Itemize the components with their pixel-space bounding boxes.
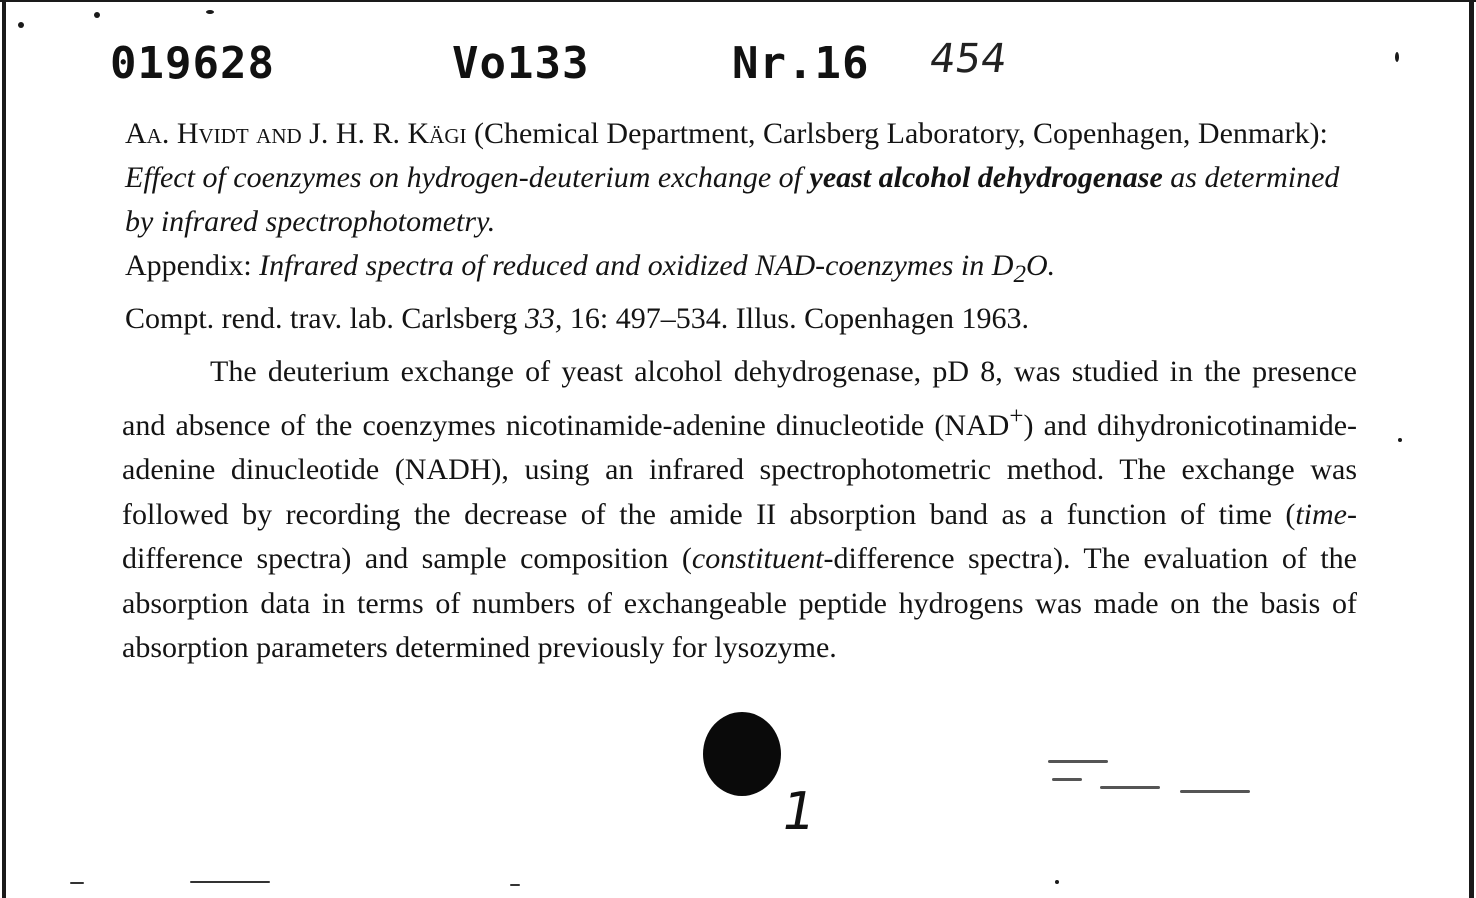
edge-mark (70, 882, 84, 884)
handwritten-card-number: 1 (776, 782, 821, 842)
ink-speck (1398, 438, 1402, 442)
stamp-smudge (1048, 760, 1108, 763)
stamp-smudge (1052, 778, 1082, 781)
appendix-title: Infrared spectra of reduced and oxidized NAD-coenzymes in $D_2O$. (259, 249, 1056, 288)
accession-number: 019628 (110, 38, 275, 89)
card-left-edge (2, 0, 6, 898)
article-title: Effect of coenzymes on hydrogen-deuterium exchange of (125, 161, 802, 194)
abstract-text: The deuterium exchange of yeast alcohol dehydrogenase, pD 8, was studied in the presence and absence of the coenzymes nicotinamide-adenine dinucleotide (NAD+) and dihydronicotinamide-adenine dinucleotide (NADH), using an infrared spectrophotometric method. The exchange was followed by recording the decrease of the amide II absorption band as a function of time (time-difference spectra) and sample composition (constituent-difference spectra). The evaluation of the absorption data in terms of numbers of exchangeable peptide hydrogens was made on the basis of absorption parameters determined previously for lysozyme. (122, 355, 1358, 664)
source-journal: Compt. rend. trav. lab. Carlsberg (125, 302, 518, 335)
ink-speck (94, 12, 100, 18)
article-title-emphasis: yeast alcohol dehydrogenase (809, 161, 1163, 194)
volume-label: Vo133 (452, 38, 590, 89)
ink-speck (1395, 52, 1399, 62)
affiliation: (Chemical Department, Carlsberg Laboratory, Copenhagen, Denmark): (473, 117, 1328, 150)
stamp-smudge (1180, 790, 1250, 793)
card-top-edge (0, 0, 1476, 2)
authors: Aa. Hvidt and J. H. R. Kägi (125, 117, 467, 150)
edge-mark (190, 881, 270, 883)
ink-speck (18, 22, 24, 28)
appendix-block (125, 244, 1370, 341)
source-volume: 33, (524, 302, 563, 335)
edge-mark (510, 884, 520, 886)
stamp-smudge (1100, 786, 1160, 789)
citation-block (125, 112, 1370, 244)
article-title-end: as determined by infrared spectrophotometry. (125, 161, 1340, 238)
source-pages: 16: 497–534. Illus. Copenhagen 1963. (569, 302, 1030, 335)
card-right-edge (1469, 0, 1474, 898)
ink-speck (1055, 880, 1059, 884)
punch-hole (703, 712, 781, 796)
handwritten-page-note: 454 (926, 36, 1010, 82)
ink-speck (206, 10, 214, 14)
appendix-label: Appendix: (125, 249, 252, 282)
issue-number: Nr.16 (732, 38, 870, 89)
